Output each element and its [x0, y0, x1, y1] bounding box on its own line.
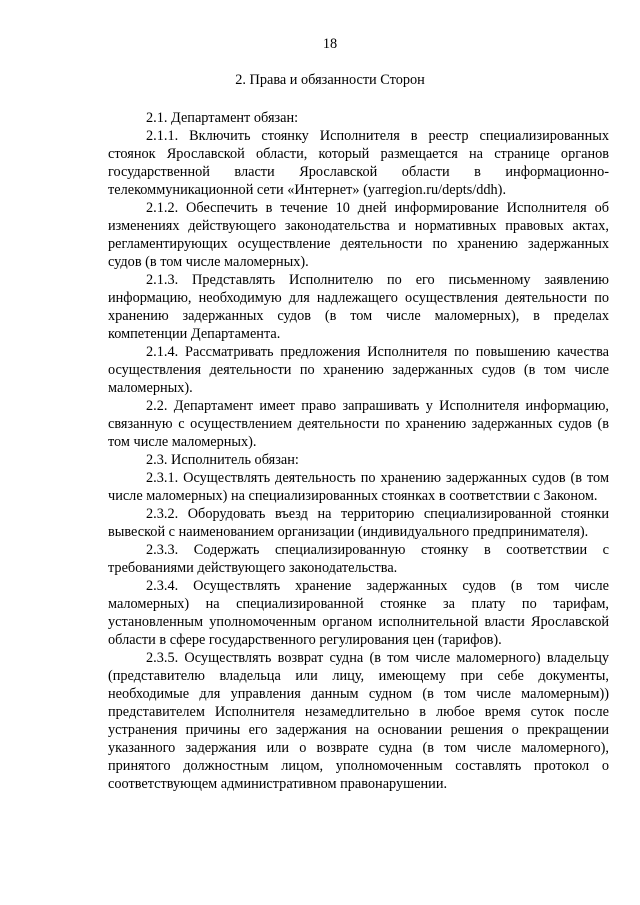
paragraph-2-2: 2.2. Департамент имеет право запрашивать у Исполнителя информацию, связанную с осуществлением деятельности по хранению задержанных судов (в том числе маломерных).	[108, 398, 609, 450]
paragraph-2-1-4: 2.1.4. Рассматривать предложения Исполнителя по повышению качества осуществления деятельности по хранению задержанных судов (в том числе маломерных).	[108, 344, 609, 396]
paragraph-2-1-3: 2.1.3. Представлять Исполнителю по его письменному заявлению информацию, необходимую для надлежащего осуществления деятельности по хранению задержанных судов (в том числе маломерных), в пределах компетенции Департамента.	[108, 272, 609, 342]
paragraph-2-3-4: 2.3.4. Осуществлять хранение задержанных судов (в том числе маломерных) на специализированной стоянке за плату по тарифам, установленным уполномоченным органом исполнительной власти Ярославской области в сфере государственного регулирования цен (тарифов).	[108, 578, 609, 648]
paragraph-2-3-5: 2.3.5. Осуществлять возврат судна (в том числе маломерного) владельцу (представителю владельца или лицу, имеющему при себе документы, необходимые для управления данным судном (в том числе маломерным)) представителем Исполнителя незамедлительно в любое время суток после устранения причины его задержания на основании решения о прекращении указанного задержания или о возврате судна (в том числе маломерного), принятого должностным лицом, уполномоченным составлять протокол о соответствующем административном правонарушении.	[108, 650, 609, 792]
section-title: 2. Права и обязанности Сторон	[235, 72, 425, 88]
paragraph-2-3-1: 2.3.1. Осуществлять деятельность по хранению задержанных судов (в том числе маломерных) на специализированных стоянках в соответствии с Законом.	[108, 470, 609, 504]
paragraph-2-1-1: 2.1.1. Включить стоянку Исполнителя в реестр специализированных стоянок Ярославской области, который размещается на странице органов государственной власти Ярославской области в информационно-телекоммуникационной сети «Интернет» (yarregion.ru/depts/ddh).	[108, 128, 609, 198]
paragraph-2-1: 2.1. Департамент обязан:	[146, 110, 299, 126]
paragraph-2-1-2: 2.1.2. Обеспечить в течение 10 дней информирование Исполнителя об изменениях действующего законодательства и нормативных правовых актах, регламентирующих осуществление деятельности по хранению задержанных судов (в том числе маломерных).	[108, 200, 609, 270]
document-body	[108, 109, 609, 793]
paragraph-2-3-2: 2.3.2. Оборудовать въезд на территорию специализированной стоянки вывеской с наименованием организации (индивидуального предпринимателя).	[108, 506, 609, 540]
paragraph-2-3-3: 2.3.3. Содержать специализированную стоянку в соответствии с требованиями действующего законодательства.	[108, 542, 609, 576]
page-number: 18	[322, 36, 338, 52]
paragraph-2-3: 2.3. Исполнитель обязан:	[146, 452, 299, 468]
